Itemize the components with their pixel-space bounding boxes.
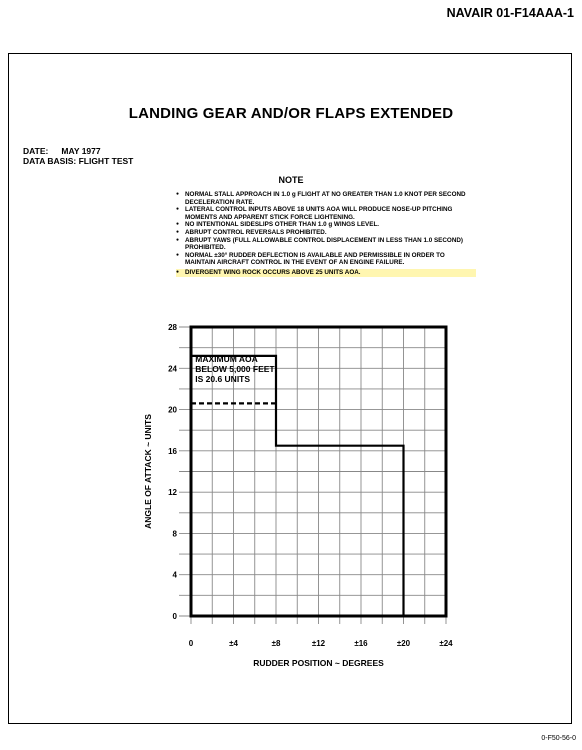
y-tick-label: 28 [168,323,177,332]
annotation-line: IS 20.6 UNITS [195,374,251,385]
figure-id: 0-F50-56-0 [541,735,576,742]
note-heading: NOTE [278,175,304,185]
annotation-line: BELOW 5,000 FEET [195,364,275,375]
note-item-highlighted: ● DIVERGENT WING ROCK OCCURS ABOVE 25 UNITS AOA. [176,269,476,277]
x-tick-labels [189,639,453,648]
x-tick-label: ±24 [439,639,453,648]
x-tick-label: ±8 [271,639,281,648]
y-tick-label: 0 [172,612,177,621]
x-tick-label: ±12 [311,639,326,648]
x-tick-label: ±16 [354,639,368,648]
annotation-line: MAXIMUM AOA [195,354,258,365]
note-item: ● ABRUPT CONTROL REVERSALS PROHIBITED. [176,229,476,237]
data-basis-value: FLIGHT TEST [78,156,134,166]
y-tick-label: 8 [172,529,177,539]
data-basis-label: DATA BASIS: [23,156,77,166]
x-axis-label: RUDDER POSITION ~ DEGREES [253,658,384,668]
note-item: ● NORMAL ±30° RUDDER DEFLECTION IS AVAILABLE AND PERMISSIBLE IN ORDER TO MAINTAIN AIRCRAFT CONTROL IN THE EVENT OF AN ENGINE FAILURE. [176,252,476,267]
x-tick-label: 0 [188,639,194,648]
max-aoa-annotation [195,354,275,384]
date-value: MAY 1977 [61,146,101,156]
date-label: DATE: [23,146,49,156]
note-item: ● NORMAL STALL APPROACH IN 1.0 g FLIGHT AT NO GREATER THAN 1.0 KNOT PER SECOND DECELERATION RATE. [176,191,476,206]
y-tick-label: 12 [168,488,177,498]
x-tick-label: ±4 [229,639,238,648]
note-item: ● NO INTENTIONAL SIDESLIPS OTHER THAN 1.0 g WINGS LEVEL. [176,221,476,229]
page-title: LANDING GEAR AND/OR FLAPS EXTENDED [128,105,454,122]
y-tick-label: 20 [168,405,177,415]
document-id: NAVAIR 01-F14AAA-1 [446,6,574,20]
y-tick-labels [168,323,177,621]
y-axis-label: ANGLE OF ATTACK ~ UNITS [143,414,153,529]
note-item: ● ABRUPT YAWS (FULL ALLOWABLE CONTROL DISPLACEMENT IN LESS THAN 1.0 SECOND) PROHIBITED. [176,237,476,252]
y-tick-label: 24 [168,364,177,374]
y-tick-label: 16 [168,446,177,456]
y-tick-label: 4 [172,570,177,580]
note-item: ● LATERAL CONTROL INPUTS ABOVE 18 UNITS AOA WILL PRODUCE NOSE-UP PITCHING MOMENTS AND APPARENT STICK FORCE LIGHTENING. [176,206,476,221]
x-tick-label: ±20 [396,639,411,648]
